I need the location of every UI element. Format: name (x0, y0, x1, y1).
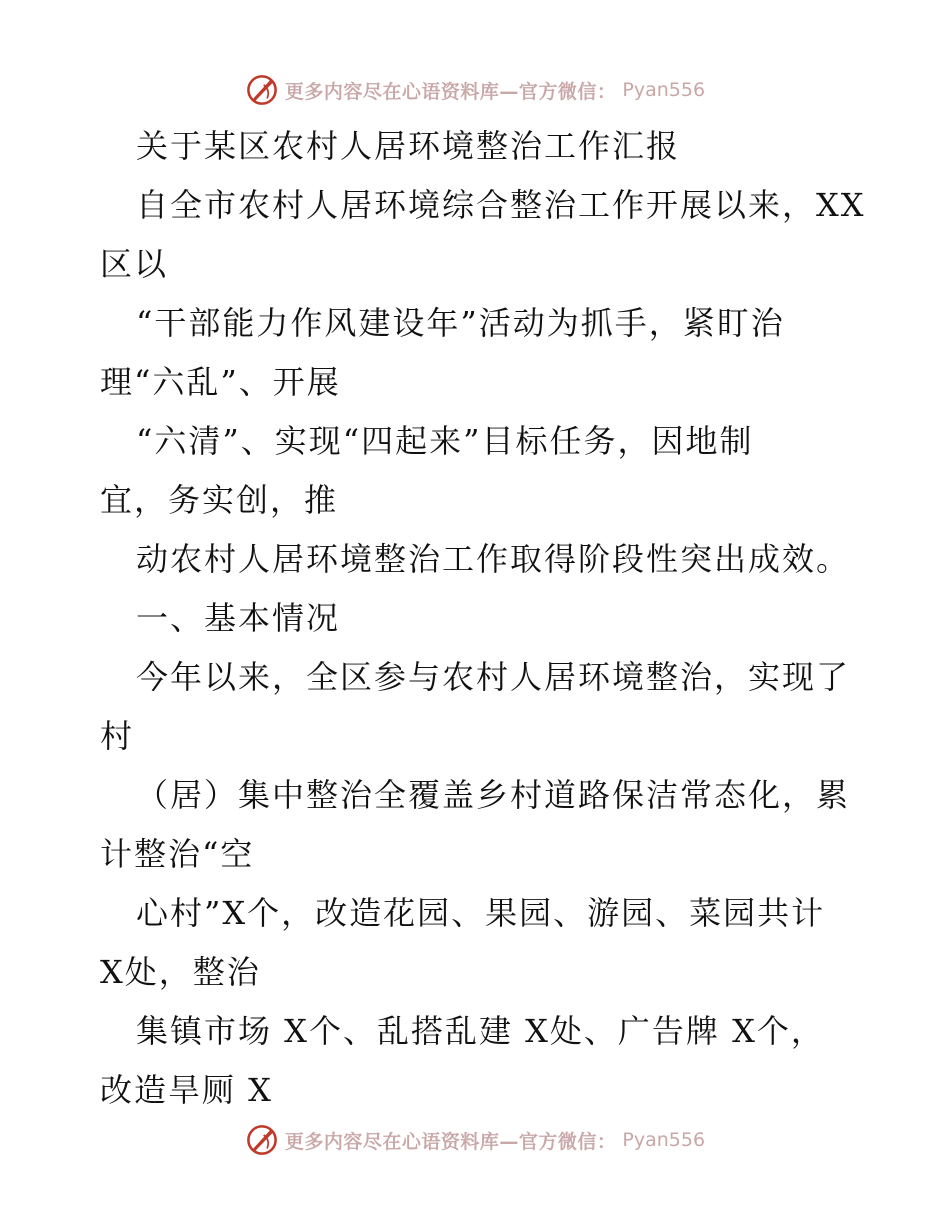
quill-logo-icon (245, 73, 279, 107)
quill-logo-icon (245, 1123, 279, 1157)
watermark-wechat-id: Pyan556 (622, 1129, 706, 1151)
watermark-text: 更多内容尽在心语资料库—官方微信： (284, 80, 617, 103)
text-line: 集镇市场 X个、乱搭乱建 X处、广告牌 X个， (136, 1012, 825, 1050)
document-title: 关于某区农村人居环境整治工作汇报 (136, 127, 681, 165)
text-line: 动农村人居环境整治工作取得阶段性突出成效。 (136, 540, 851, 578)
text-line: （居）集中整治全覆盖乡村道路保洁常态化，累 (136, 776, 851, 814)
text-line: 村 (100, 717, 135, 755)
text-line: “六清”、实现“四起来”目标任务，因地制 (136, 422, 754, 460)
watermark-text: 更多内容尽在心语资料库—官方微信： (284, 1130, 617, 1153)
text-line: “干部能力作风建设年”活动为抓手，紧盯治 (136, 304, 785, 342)
section-heading: 一、基本情况 (136, 599, 341, 637)
text-line: 改造旱厕 X (100, 1071, 273, 1109)
text-line: X处，整治 (100, 953, 261, 991)
watermark-wechat-id: Pyan556 (622, 79, 706, 101)
text-line: 今年以来，全区参与农村人居环境整治，实现了 (136, 658, 851, 696)
text-line: 区以 (100, 245, 169, 283)
text-line: 自全市农村人居环境综合整治工作开展以来，XX (136, 186, 866, 224)
watermark-banner-bottom (0, 1120, 950, 1160)
text-line: 理“六乱”、开展 (100, 363, 341, 401)
watermark-banner-top (0, 70, 950, 110)
text-line: 宜，务实创，推 (100, 481, 339, 519)
text-line: 心村”X个，改造花园、果园、游园、菜园共计 (136, 894, 826, 932)
text-line: 计整治“空 (100, 835, 255, 873)
